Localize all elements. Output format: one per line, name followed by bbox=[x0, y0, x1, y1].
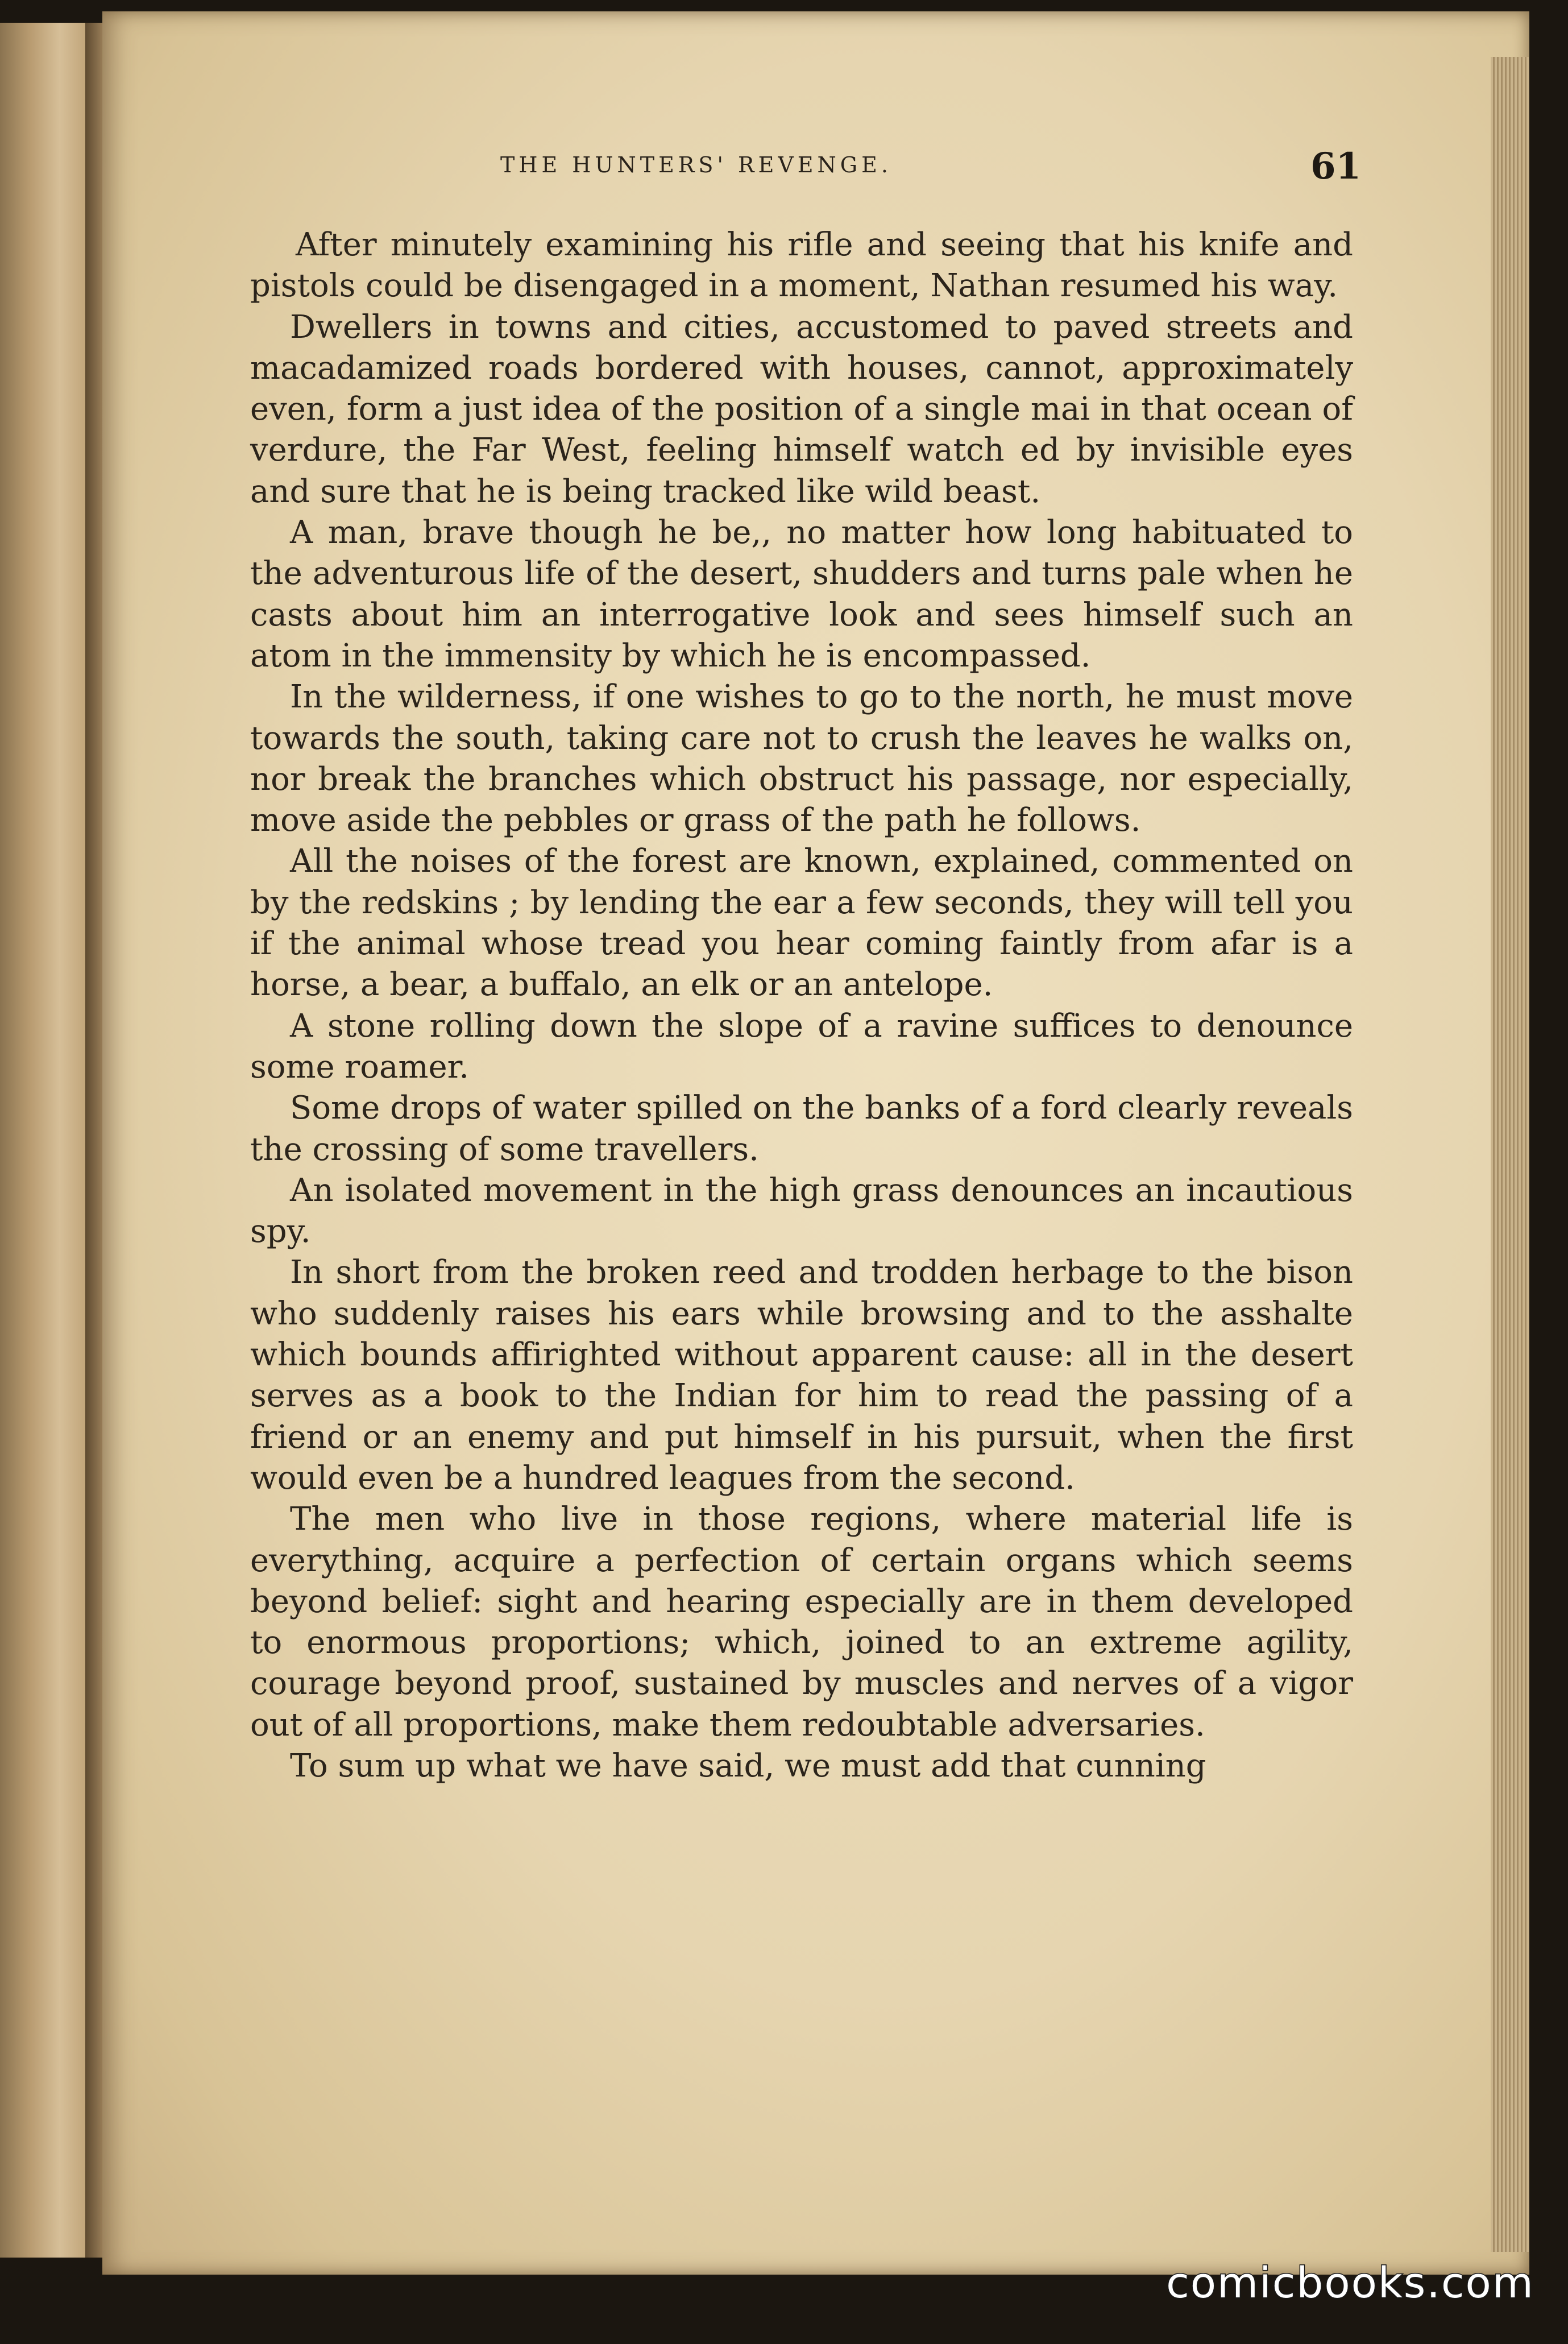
watermark-text: comicbooks.com bbox=[1166, 2259, 1534, 2308]
watermark-logo bbox=[1154, 2252, 1546, 2314]
page-stack-edge bbox=[1491, 57, 1529, 2252]
page-number: 61 bbox=[1310, 145, 1362, 188]
paragraph: An isolated movement in the high grass denounces an incautious spy. bbox=[250, 1171, 1353, 1250]
previous-page-edge bbox=[0, 23, 89, 2258]
paragraph: To sum up what we have said, we must add that cunning bbox=[290, 1747, 1206, 1784]
running-head: THE HUNTERS' REVENGE. bbox=[500, 152, 892, 177]
paragraph: A stone rolling down the slope of a ravine suffices to denounce some roamer. bbox=[250, 1007, 1353, 1086]
paragraph: Dwellers in towns and cities, accustomed to paved streets and macadamized roads bordered with houses, cannot, approximately even, form a just idea of the position of a single mai in that ocean of verdure, the Far West, feeling himself watch ed by invisible eyes and sure that he is being tracked like wild beast. bbox=[250, 308, 1353, 510]
body-text bbox=[250, 225, 1353, 1787]
paragraph: The men who live in those regions, where material life is everything, acquire a perfection of certain organs which seems beyond belief: sight and hearing especially are in them developed to enormous proportions; which, joined to an extreme agility, courage beyond proof, sustained by muscles and nerves of a vigor out of all proportions, make them redoubtable adversaries. bbox=[250, 1501, 1353, 1743]
paragraph: Some drops of water spilled on the banks of a ford clearly reveals the crossing of some travellers. bbox=[250, 1090, 1353, 1168]
paragraph: A man, brave though he be,, no matter how long habituated to the adventurous life of the desert, shudders and turns pale when he casts about him an interrogative look and sees himself such an atom in the immensity by which he is encompassed. bbox=[250, 514, 1353, 674]
paragraph: All the noises of the forest are known, explained, commented on by the redskins ; by lending the ear a few seconds, they will tell you if the animal whose tread you hear coming faintly from afar is a horse, a bear, a buffalo, an elk or an antelope. bbox=[250, 843, 1353, 1004]
paragraph: After minutely examining his rifle and seeing that his knife and pistols could be disengaged in a moment, Nathan resumed his way. bbox=[250, 226, 1353, 305]
paragraph: In short from the broken reed and trodden herbage to the bison who suddenly raises his ears while browsing and to the asshalte which bounds affirighted without apparent cause: all in the desert serves as a book to the Indian for him to read the passing of a friend or an enemy and put himself in his pursuit, when the first would even be a hundred leagues from the second. bbox=[250, 1254, 1353, 1497]
paragraph: In the wilderness, if one wishes to go to the north, he must move towards the south, taking care not to crush the leaves he walks on, nor break the branches which obstruct his passage, nor especially, move aside the pebbles or grass of the path he follows. bbox=[250, 678, 1353, 839]
